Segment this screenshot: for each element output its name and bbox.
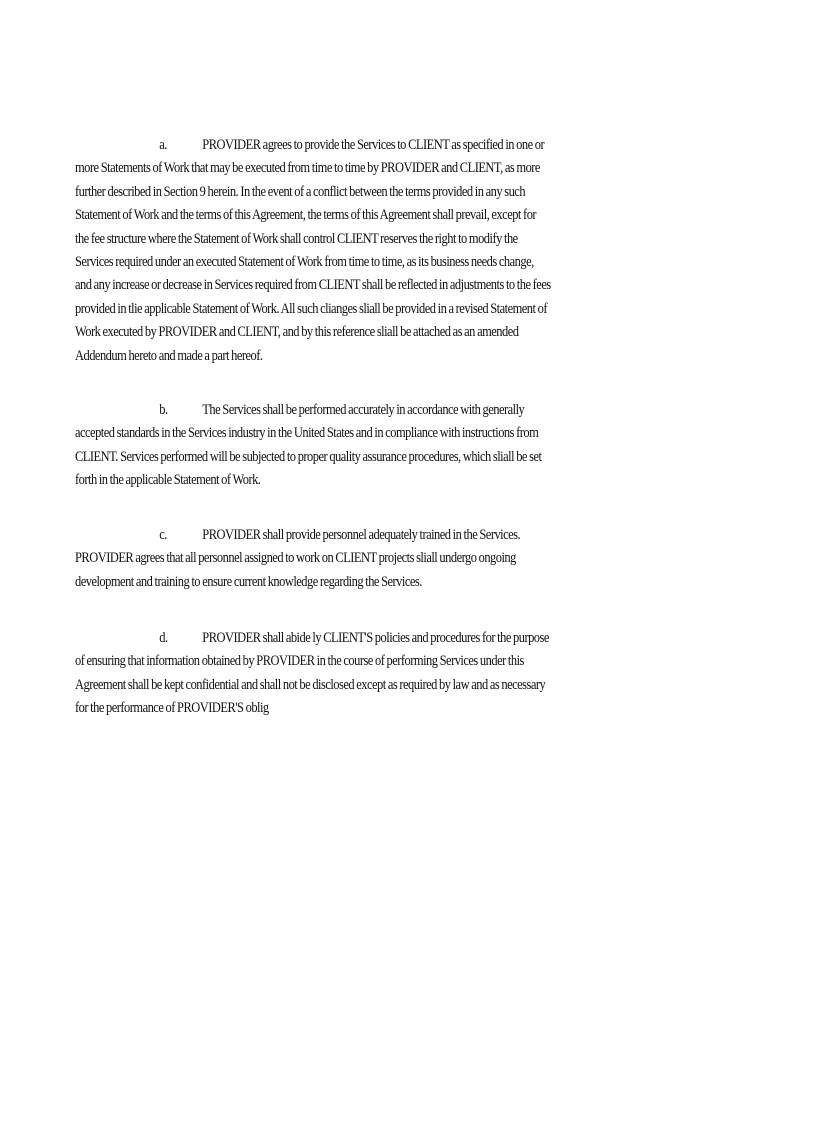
paragraph-line: development and training to ensure current knowledge regarding the Services. [75,573,422,590]
paragraph-line: Addendum hereto and made a part hereof. [75,347,263,364]
paragraph-line: and any increase or decrease in Services required from CLIENT shall be reflected in adjustments to the fees [75,277,551,294]
paragraph-line: PROVIDER shall abide ly CLIENT'S policies and procedures for the purpose [202,630,549,646]
paragraph-line: forth in the applicable Statement of Work. [75,472,261,489]
paragraph-a [75,134,591,368]
paragraph-line: Statement of Work and the terms of this Agreement, the terms of this Agreement shall prevail, except for [75,207,537,224]
paragraph-marker: b. [159,402,168,418]
paragraph-d [75,627,591,721]
paragraph-line: provided in tlie applicable Statement of Work. All such clianges sliall be provided in a revised Statement of [75,300,547,317]
paragraph-line: PROVIDER shall provide personnel adequately trained in the Services. [202,527,521,543]
paragraph-line: The Services shall be performed accurately in accordance with generally [202,402,525,418]
paragraph-c [75,524,591,594]
paragraph-line: Agreement shall be kept confidential and shall not be disclosed except as required by law and as necessary [75,676,546,693]
paragraph-line: Services required under an executed Statement of Work from time to time, as its business needs change, [75,254,534,271]
paragraph-line: further described in Section 9 herein. In the event of a conflict between the terms provided in any such [75,183,526,200]
paragraph-line: PROVIDER agrees that all personnel assigned to work on CLIENT projects sliall undergo ongoing [75,550,516,567]
paragraph-marker: d. [159,630,168,646]
paragraph-line: accepted standards in the Services industry in the United States and in compliance with instructions from [75,425,539,442]
paragraph-line: Work executed by PROVIDER and CLIENT, and by this reference sliall be attached as an amended [75,324,519,341]
paragraph-b [75,399,591,493]
paragraph-line: for the performance of PROVIDER'S oblig [75,700,269,717]
paragraph-line: of ensuring that information obtained by PROVIDER in the course of performing Services under this [75,653,524,670]
paragraph-line: more Statements of Work that may be executed from time to time by PROVIDER and CLIENT, as more [75,160,540,177]
paragraph-marker: a. [159,137,167,153]
paragraph-line: PROVIDER agrees to provide the Services to CLIENT as specified in one or [202,137,545,153]
paragraph-line: CLIENT. Services performed will be subjected to proper quality assurance procedures, which sliall be set [75,448,542,465]
paragraph-line: the fee structure where the Statement of Work shall control CLIENT reserves the right to modify the [75,230,518,247]
paragraph-marker: c. [159,527,167,543]
